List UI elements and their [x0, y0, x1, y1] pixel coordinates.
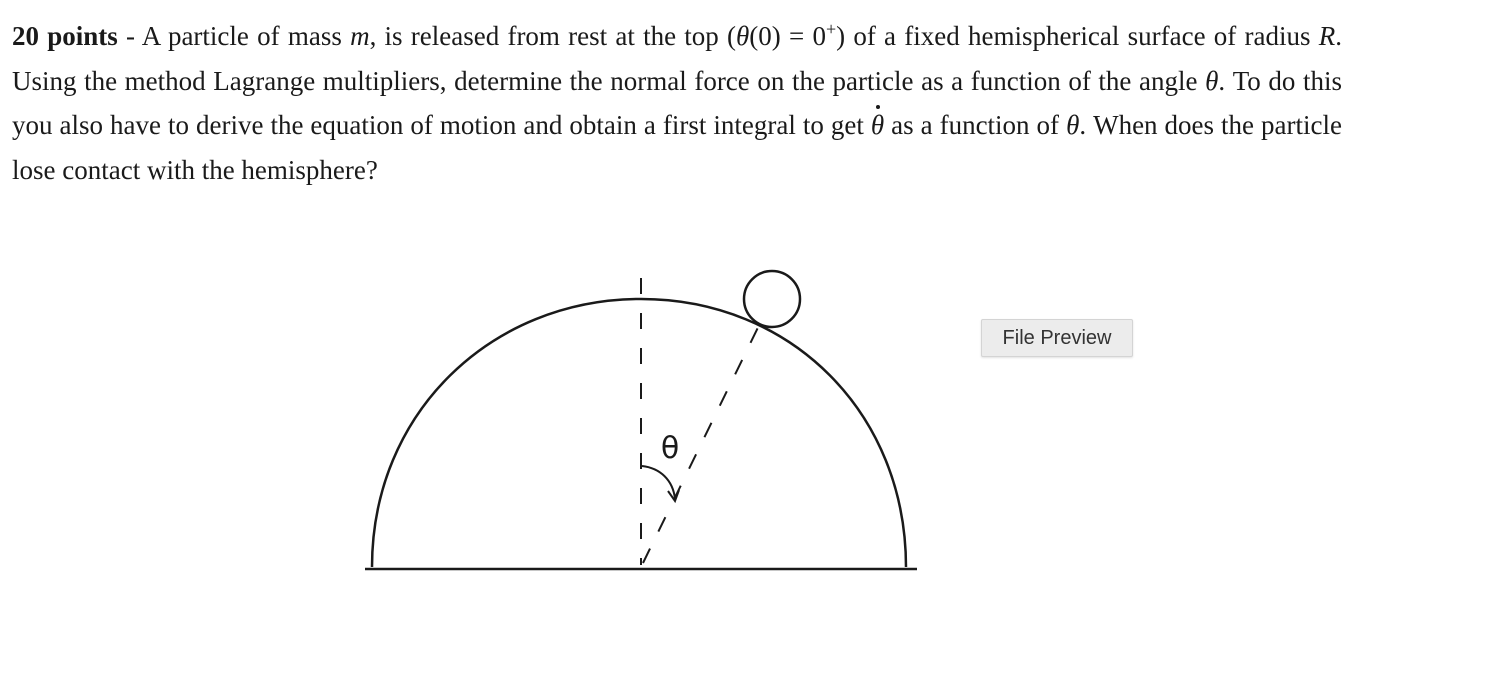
file-preview-button[interactable]: File Preview: [981, 319, 1133, 357]
question-segment-6: . To do this you also have to derive the equation of motion and obtain a first integral to get: [12, 65, 1342, 140]
theta-dot-symbol: θ: [871, 103, 884, 148]
hemisphere-arc: [372, 299, 906, 567]
question-segment-5: . Using the method Lagrange multipliers, determine the normal force on the particle as a function of the angle: [12, 21, 1342, 96]
question-segment-3: (0) = 0: [749, 21, 826, 51]
particle-circle: [744, 271, 800, 327]
question-segment-4: ) of a fixed hemispherical surface of radius: [836, 21, 1319, 51]
radius-symbol: R: [1318, 21, 1336, 51]
angle-label: θ: [660, 431, 680, 466]
theta-symbol: θ: [1066, 110, 1080, 140]
question-segment-8: . When does the particle lose contact with the hemisphere?: [12, 110, 1342, 185]
question-segment-7: as a function of: [884, 110, 1067, 140]
question-segment-2: , is released from rest at the top (: [369, 21, 737, 51]
theta-symbol: θ: [736, 21, 750, 51]
plus-superscript: +: [825, 19, 837, 39]
theta-symbol: θ: [1205, 65, 1219, 96]
question-segment-1: A particle of mass: [141, 21, 351, 51]
points-label: 20 points: [12, 21, 118, 51]
question-separator: -: [117, 21, 142, 51]
mass-symbol: m: [350, 21, 370, 51]
